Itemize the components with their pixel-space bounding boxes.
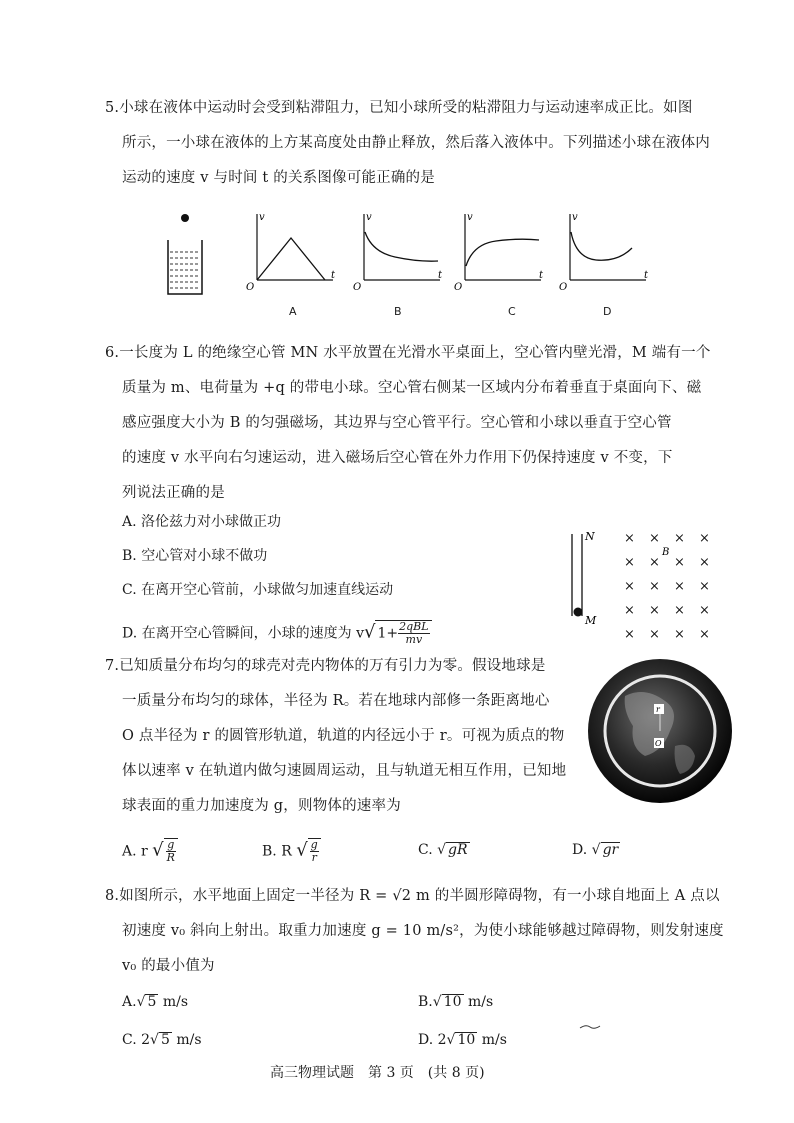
graph-c-v-label: v [467,212,473,223]
q6-option-d-prefix: D. 在离开空心管瞬间，小球的速度为 v [122,625,364,642]
svg-text:×: × [624,579,635,594]
graph-b-v-label: v [366,212,372,223]
q7-option-a: A. r √ $\frac{g}{R}$ [122,838,178,864]
q7-line1: 7.已知质量分布均匀的球壳对壳内物体的万有引力为零。假设地球是 [105,658,546,674]
earth-figure [585,656,735,806]
pen-mark [578,1020,602,1034]
q8-option-c: C. 2√ 5 m/s [122,1032,202,1048]
q7-line2: 一质量分布均匀的球体，半径为 R。若在地球内部修一条距离地心 [122,693,550,709]
svg-text:×: × [624,603,635,618]
svg-text:×: × [649,579,660,594]
svg-text:×: × [674,579,685,594]
label-b: B [662,547,670,558]
graph-d [556,208,651,293]
svg-text:×: × [699,627,710,642]
graph-a-label: A [289,305,297,318]
q8-line2: 初速度 v₀ 斜向上射出。取重力加速度 g = 10 m/s²，为使小球能够越过障碍物，则发射速度 [122,923,724,939]
graph-b-t-label: t [438,270,443,281]
graph-b [350,208,445,293]
q6-line2: 质量为 m、电荷量为 +q 的带电小球。空心管右侧某一区域内分布着垂直于桌面向下、磁 [122,380,702,396]
q6-option-a: A. 洛伦兹力对小球做正功 [122,514,282,530]
graph-d-v-label: v [572,212,578,223]
graph-b-origin: O [353,282,362,293]
q6-line4: 的速度 v 水平向右匀速运动，进入磁场后空心管在外力作用下仍保持速度 v 不变，下 [122,450,673,466]
graph-a-origin: O [246,282,255,293]
tube-magnetic-field-figure [562,524,722,644]
graph-d-label: D [603,305,612,318]
svg-text:×: × [624,555,635,570]
q8-option-d: D. 2√ 10 m/s [418,1032,507,1048]
graph-d-origin: O [559,282,568,293]
q6-option-d-den: mv [405,633,423,646]
svg-text:×: × [699,531,710,546]
svg-text:×: × [674,531,685,546]
q5-line1: 5.小球在液体中运动时会受到粘滞阻力，已知小球所受的粘滞阻力与运动速率成正比。如图 [105,100,693,116]
q7-line5: 球表面的重力加速度为 g，则物体的速率为 [122,798,401,814]
svg-text:×: × [674,627,685,642]
page-footer: 高三物理试题 第 3 页 (共 8 页) [270,1065,485,1081]
svg-text:×: × [699,555,710,570]
graph-c [451,208,546,293]
q5-line2: 所示，一小球在液体的上方某高度处由静止释放，然后落入液体中。下列描述小球在液体内 [122,135,710,151]
q6-option-d-one: 1+ [377,625,399,642]
q7-line3: O 点半径为 r 的圆管形轨道，轨道的内径远小于 r。可视为质点的物 [122,728,565,744]
graph-a-v-label: v [259,212,265,223]
svg-text:×: × [649,555,660,570]
q5-line3: 运动的速度 v 与时间 t 的关系图像可能正确的是 [122,170,435,186]
label-m: M [585,614,597,627]
svg-text:×: × [674,603,685,618]
graph-a [243,208,338,293]
q8-option-b: B.√ 10 m/s [418,994,494,1010]
graph-b-label: B [394,305,402,318]
q8-option-a: A.√ 5 m/s [122,994,189,1010]
q6-option-d-num: 2qBL [399,620,429,633]
earth-label-o: O [655,739,662,748]
label-n: N [585,530,595,543]
beaker-figure [160,210,210,300]
svg-text:×: × [624,627,635,642]
q6-line3: 感应强度大小为 B 的匀强磁场，其边界与空心管平行。空心管和小球以垂直于空心管 [122,415,672,431]
q7-option-b: B. R √ $\frac{g}{r}$ [262,838,321,864]
svg-text:×: × [649,531,660,546]
graph-d-t-label: t [644,270,649,281]
q7-option-c: C. √ gR [418,842,468,858]
q7-line4: 体以速率 v 在轨道内做匀速圆周运动，且与轨道无相互作用，已知地 [122,763,567,779]
earth-label-r: r [656,705,660,714]
graph-a-t-label: t [331,270,336,281]
q6-line1: 6.一长度为 L 的绝缘空心管 MN 水平放置在光滑水平桌面上，空心管内壁光滑，M 端有一个 [105,345,711,361]
svg-text:×: × [699,579,710,594]
q7-option-d: D. √ gr [572,842,619,858]
q6-line5: 列说法正确的是 [122,485,225,501]
q6-option-d: D. 在离开空心管瞬间，小球的速度为 v√ 1+ $\frac{\text{2qBL}}{mv}$ [122,620,432,646]
svg-text:×: × [624,531,635,546]
svg-text:×: × [674,555,685,570]
svg-text:×: × [649,603,660,618]
q6-option-b: B. 空心管对小球不做功 [122,548,268,564]
graph-c-t-label: t [539,270,544,281]
graph-c-label: C [508,305,516,318]
q6-option-c: C. 在离开空心管前，小球做匀加速直线运动 [122,582,394,598]
q8-line1: 8.如图所示，水平地面上固定一半径为 R = √2 m 的半圆形障碍物，有一小球自地面上 A 点以 [105,888,720,904]
svg-text:×: × [699,603,710,618]
graph-c-origin: O [454,282,463,293]
q8-line3: v₀ 的最小值为 [122,958,215,974]
svg-text:×: × [649,627,660,642]
